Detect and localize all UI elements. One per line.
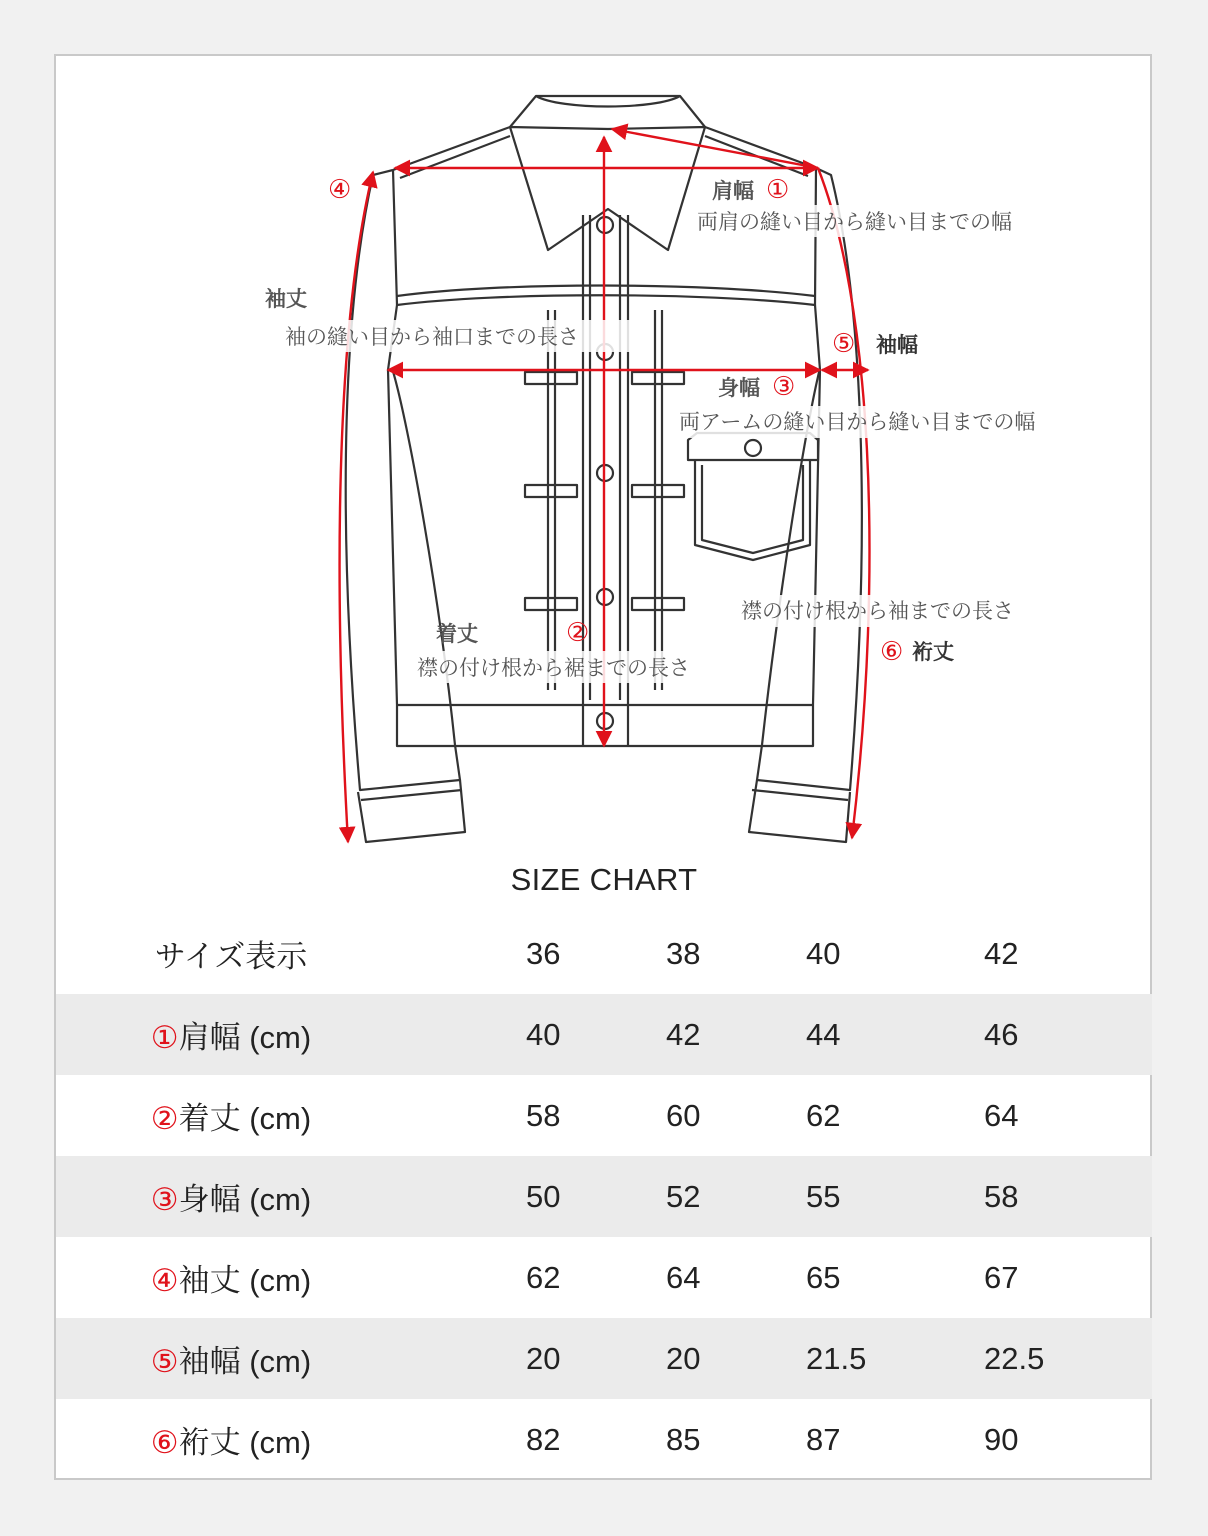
measurement-name: 袖丈 (cm) [178,1263,312,1298]
marker-3: ③ [772,372,796,402]
table-cell: 65 [806,1259,841,1295]
measurement-label [56,1156,526,1237]
table-row [56,1399,1152,1480]
table-cell: 60 [666,1097,701,1133]
measurement-name: 裄丈 (cm) [178,1425,312,1460]
table-cell: 82 [526,1421,561,1457]
measurement-name: 身幅 (cm) [178,1182,312,1217]
table-cell: 85 [666,1421,701,1457]
table-header-row [56,913,1152,994]
table-cell: 90 [984,1421,1019,1457]
yuki-desc: 襟の付け根から袖までの長さ [741,599,1014,623]
measurement-name: 着丈 (cm) [178,1101,312,1136]
table-cell: 44 [806,1016,841,1052]
marker-5: ⑤ [832,329,856,359]
yuki-title: 裄丈 [912,640,954,664]
marker-6: ⑥ [880,637,904,667]
measurement-name: 肩幅 (cm) [178,1020,312,1055]
marker-1: ① [766,175,790,205]
table-cell: 40 [526,1016,561,1052]
measurement-label [56,994,526,1075]
body-length-desc: 襟の付け根から裾までの長さ [417,656,690,680]
table-cell: 46 [984,1016,1019,1052]
table-cell: 21.5 [806,1340,867,1376]
table-cell: 52 [666,1178,701,1214]
table-cell: 64 [984,1097,1019,1133]
measurement-number: ⑥ [150,1425,179,1460]
measurement-label [56,1399,526,1480]
table-cell: 62 [526,1259,561,1295]
measurement-number: ① [150,1020,179,1055]
sleeve-width-title: 袖幅 [876,333,918,357]
shoulder-desc: 両肩の縫い目から縫い目までの幅 [697,210,1012,234]
body-length-title: 着丈 [436,622,478,646]
table-cell: 55 [806,1178,841,1214]
table-cell: 58 [984,1178,1019,1214]
sleeve-length-title: 袖丈 [265,287,307,311]
measurement-number: ⑤ [150,1344,179,1379]
chest-desc: 両アームの縫い目から縫い目までの幅 [679,410,1036,434]
table-row [56,1075,1152,1156]
chest-title: 身幅 [718,376,760,400]
marker-2: ② [566,618,590,648]
size-42: 42 [984,935,1019,971]
table-cell: 42 [666,1016,701,1052]
table-row [56,1237,1152,1318]
measurement-label [56,1075,526,1156]
size-36: 36 [526,935,561,971]
measurement-number: ④ [150,1263,179,1298]
measurement-label [56,1318,526,1399]
table-row [56,1318,1152,1399]
yuki-top-arrow [612,129,818,168]
table-cell: 87 [806,1421,841,1457]
table-cell: 58 [526,1097,561,1133]
table-row [56,994,1152,1075]
size-table [56,913,1152,1480]
table-cell: 62 [806,1097,841,1133]
marker-4: ④ [328,175,352,205]
measurement-number: ③ [150,1182,179,1217]
sleeve-length-desc: 袖の縫い目から袖口までの長さ [285,325,579,349]
measurement-number: ② [150,1101,179,1136]
table-cell: 67 [984,1259,1019,1295]
table-cell: 20 [666,1340,701,1376]
table-cell: 64 [666,1259,701,1295]
size-header-label: サイズ表示 [154,939,308,974]
table-cell: 20 [526,1340,561,1376]
size-40: 40 [806,935,841,971]
size-38: 38 [666,935,701,971]
shoulder-title: 肩幅 [712,179,754,203]
table-cell: 50 [526,1178,561,1214]
chart-title: SIZE CHART [510,862,698,897]
measurement-label [56,1237,526,1318]
table-row [56,1156,1152,1237]
measurement-name: 袖幅 (cm) [178,1344,312,1379]
table-cell: 22.5 [984,1340,1045,1376]
